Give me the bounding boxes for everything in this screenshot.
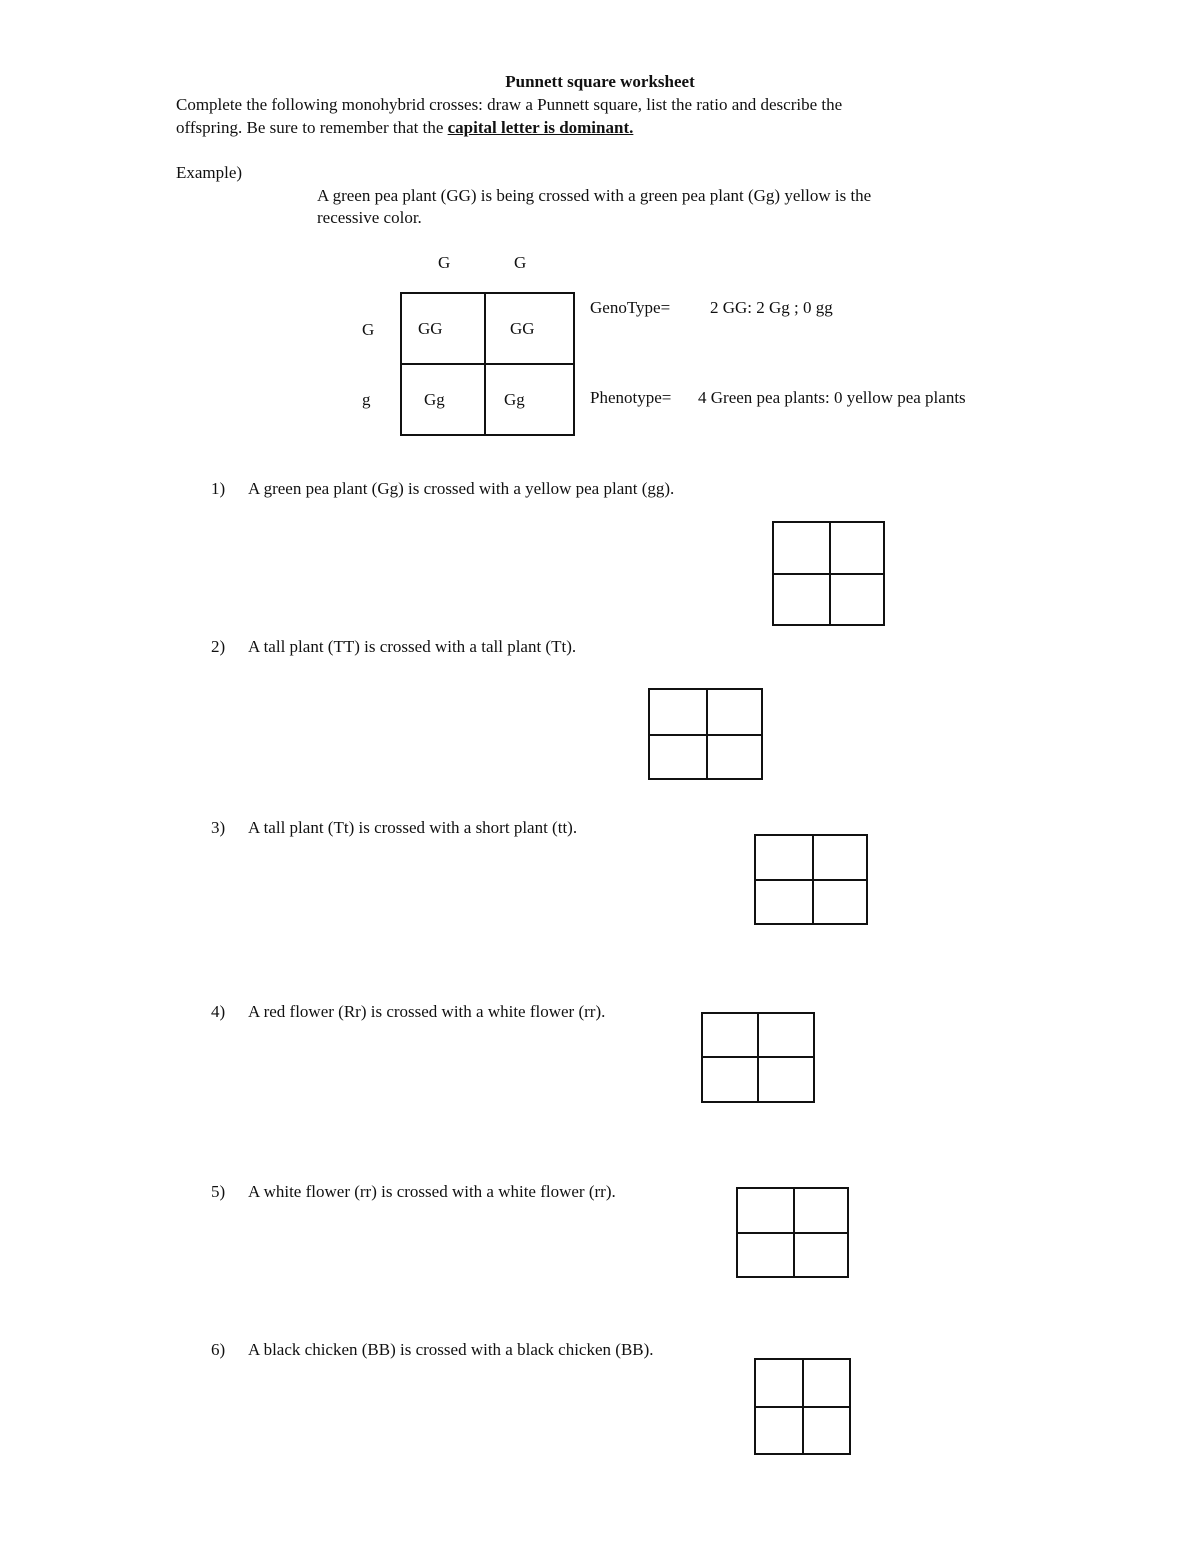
example-cell-bottom-right: Gg	[504, 390, 525, 409]
example-top-allele-2: G	[514, 253, 527, 272]
question-1-punnett-square[interactable]	[772, 521, 885, 626]
question-4-text: A red flower (Rr) is crossed with a white flower (rr).	[248, 1002, 606, 1021]
example-punnett-square	[400, 292, 575, 436]
phenotype-label: Phenotype=	[590, 388, 672, 407]
grid-divider-horizontal	[402, 363, 573, 365]
question-5-number: 5)	[211, 1182, 226, 1201]
question-2-number: 2)	[211, 637, 226, 656]
question-6-punnett-square[interactable]	[754, 1358, 851, 1455]
example-cell-top-left: GG	[418, 319, 443, 338]
question-5-punnett-square[interactable]	[736, 1187, 849, 1278]
question-6-number: 6)	[211, 1340, 226, 1359]
genotype-value: 2 GG: 2 Gg ; 0 gg	[710, 298, 833, 317]
question-4-number: 4)	[211, 1002, 226, 1021]
dominant-rule-emphasis: capital letter is dominant.	[447, 118, 634, 137]
example-side-allele-1: G	[362, 320, 375, 339]
question-6-text: A black chicken (BB) is crossed with a black chicken (BB).	[248, 1340, 654, 1359]
question-2-punnett-square[interactable]	[648, 688, 763, 780]
question-1-text: A green pea plant (Gg) is crossed with a yellow pea plant (gg).	[248, 479, 675, 498]
question-3-punnett-square[interactable]	[754, 834, 868, 925]
phenotype-value: 4 Green pea plants: 0 yellow pea plants	[698, 388, 966, 407]
question-2-text: A tall plant (TT) is crossed with a tall plant (Tt).	[248, 637, 577, 656]
genotype-label: GenoType=	[590, 298, 671, 317]
example-cell-bottom-left: Gg	[424, 390, 445, 409]
instructions-line-1: Complete the following monohybrid crosses: draw a Punnett square, list the ratio and describe the	[176, 95, 843, 114]
worksheet-title: Punnett square worksheet	[505, 72, 695, 91]
question-5-text: A white flower (rr) is crossed with a white flower (rr).	[248, 1182, 616, 1201]
example-label: Example)	[176, 163, 243, 182]
instructions-line-2	[176, 117, 633, 139]
example-description-line-2: recessive color.	[317, 208, 422, 227]
example-side-allele-2: g	[362, 390, 371, 409]
example-cell-top-right: GG	[510, 319, 535, 338]
question-1-number: 1)	[211, 479, 226, 498]
question-3-number: 3)	[211, 818, 226, 837]
instructions-line-2-prefix: offspring. Be sure to remember that the	[176, 118, 448, 137]
question-4-punnett-square[interactable]	[701, 1012, 815, 1103]
question-3-text: A tall plant (Tt) is crossed with a short plant (tt).	[248, 818, 578, 837]
example-description-line-1: A green pea plant (GG) is being crossed with a green pea plant (Gg) yellow is the	[317, 186, 872, 205]
example-top-allele-1: G	[438, 253, 451, 272]
